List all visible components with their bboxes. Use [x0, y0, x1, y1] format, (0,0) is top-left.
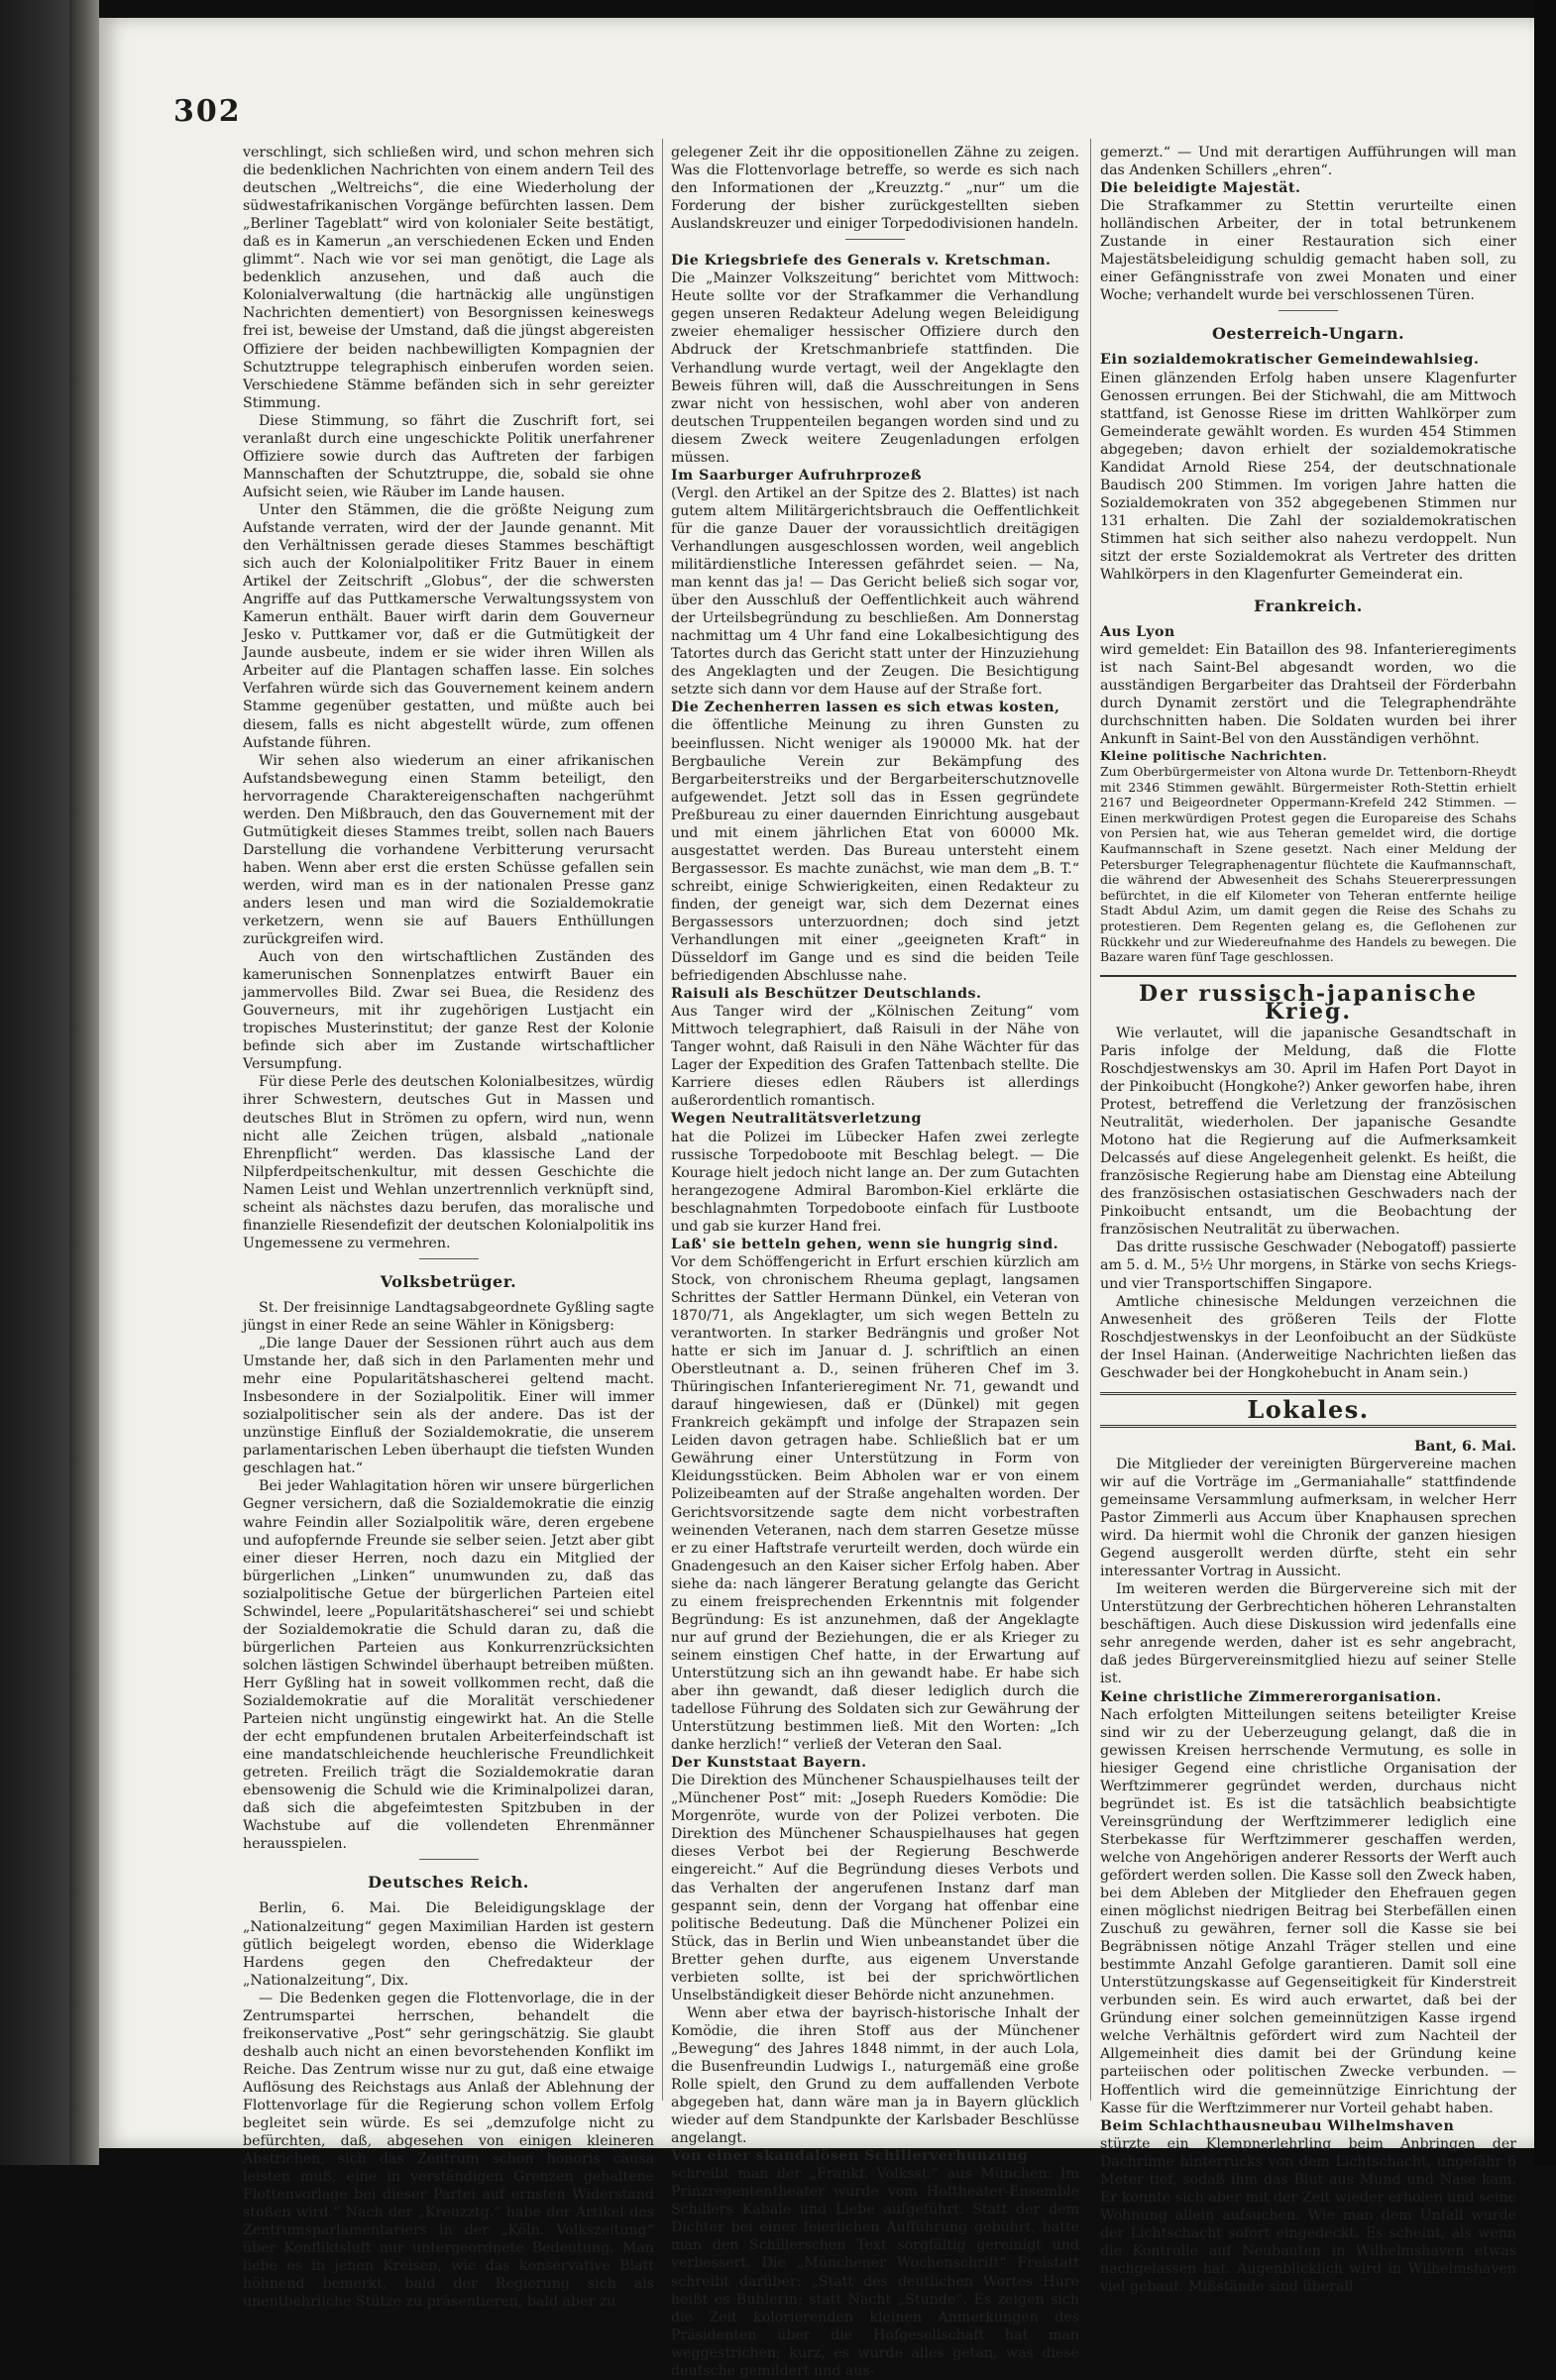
article-paragraph: Die Direktion des Münchener Schauspielhauses teilt der „Münchener Post“ mit: „Joseph Rueders Komödie: Die Morgenröte, wurde von der Polizei verboten. Die Direktion des Münchener Schauspielhauses hat gegen dieses Verbot bei der Regierung Beschwerde eingereicht.“ Auf die Begründung dieses Verbots und das Verhalten der angerufenen Instanz darf man gespannt sein, denn der Vorgang hat offenbar eine politische Bedeutung. Daß die Münchener Polizei ein Stück, das in Berlin und Wien unbeanstandet über die Bretter gehen durfte, aus eigenem Unverstande verbieten sollte, ist bei der sprichwörtlichen Unselbständigkeit dieser Behörde nicht anzunehmen.: [671, 1773, 1079, 2003]
article-paragraph: verschlingt, sich schließen wird, und schon mehren sich die bedenklichen Nachrichten von einem andern Teil des deutschen „Weltreichs“, die eine Wiederholung der südwestafrikanischen Vorgänge befürchten lassen. Dem „Berliner Tageblatt“ wird von kolonialer Seite bestätigt, daß es in Kamerun „an verschiedenen Ecken und Enden glimmt“. Nach wie vor sei man genötigt, die Lage als bedenklich anzusehen, und daß auch die Kolonialverwaltung (die hartnäckig alle ungünstigen Nachrichten dementiert) von Besorgnissen keineswegs frei ist, beweise der Umstand, daß die jüngst abgereisten Offiziere der beiden nachbewilligten Kompagnien der Schutztruppe telegraphisch einberufen worden seien. Verschiedene Stämme befänden sich in sehr gereizter Stimmung.: [243, 145, 654, 411]
article-heading: Raisuli als Beschützer Deutschlands.: [671, 986, 982, 1003]
column-rule: [662, 139, 663, 2101]
section-heading-volksbetrueger: Volksbetrüger.: [380, 1271, 517, 1291]
column-left: [243, 144, 654, 2311]
article-heading: Die beleidigte Majestät.: [1100, 180, 1301, 197]
article-paragraph: Das dritte russische Geschwader (Nebogatoff) passierte am 5. d. M., 5½ Uhr morgens, in Stärke von sechs Kriegs- und vier Transportschiffen Singapore.: [1100, 1240, 1516, 1292]
article-paragraph: Für diese Perle des deutschen Kolonialbesitzes, würdig ihrer Schwestern, deutsches Gut in Massen und deutsches Blut in Strömen zu opfern, wird nun, wenn nicht alle Zeichen trügen, alsbald „nationale Ehrenpflicht“ werden. Das klassische Land der Nilpferdpeitschenkultur, mit dessen Geschichte die Namen Leist und Wehlan unzertrennlich verknüpft sind, scheint als nächstes dazu berufen, das moralische und finanzielle Riesendefizit der deutschen Kolonialpolitik ins Ungemessene zu vermehren.: [243, 1074, 654, 1251]
article-heading: Ein sozialdemokratischer Gemeindewahlsieg.: [1100, 352, 1480, 369]
article-heading: Wegen Neutralitätsverletzung: [671, 1111, 922, 1128]
article-paragraph: Wenn aber etwa der bayrisch-historische Inhalt der Komödie, die ihren Stoff aus der Münchener „Bewegung“ des Jahres 1848 nimmt, in der auch Lola, die Busenfreundin Ludwigs I., naturgemäß eine große Rolle spielt, den Grund zu dem auffallenden Verbote abgegeben hat, dann wäre man ja in Bayern glücklich wieder auf dem Standpunkte der Karlsbader Beschlüsse angelangt.: [671, 2004, 1079, 2147]
section-divider: [419, 1859, 479, 1860]
section-heading-deutsches-reich: Deutsches Reich.: [368, 1873, 529, 1893]
article-paragraph: St. Der freisinnige Landtagsabgeordnete Gyßling sagte jüngst in einer Rede an seine Wähler in Königsberg:: [243, 1299, 654, 1334]
article-paragraph: (Vergl. den Artikel an der Spitze des 2. Blattes) ist nach gutem altem Militärgerichtsbrauch die Oeffentlichkeit für die ganze Dauer der voraussichtlich dreitägigen Verhandlungen ausgeschlossen worden, weil angeblich militärdienstliche Interessen gefährdet seien. — Na, man kennt das ja! — Das Gericht beließ sich sogar vor, über den Ausschluß der Oeffentlichkeit auch während der Urteilsbegründung zu beschließen. Am Donnerstag nachmittag um 4 Uhr fand eine Lokalbesichtigung des Tatortes durch das Gericht statt unter der Hinzuziehung des Angeklagten und der Zeugen. Die Besichtigung setzte sich dann vor dem Hause auf der Straße fort.: [671, 485, 1079, 699]
article-heading: Die Kriegsbriefe des Generals v. Kretschman.: [671, 253, 1052, 270]
article-paragraph: „Die lange Dauer der Sessionen rührt auch aus dem Umstande her, daß sich in den Parlamenten mehr und mehr eine Popularitätshascherei geltend macht. Insbesondere in der Sozialpolitik. Einer will immer sozialpolitischer sein als der andere. Das ist der unzünstige Einfluß der Sozialdemokratie, die unserem parlamentarischen Leben überhaupt die tiefsten Wunden geschlagen hat.“: [243, 1336, 654, 1477]
scan-border-right: [1534, 0, 1556, 2165]
column-right: [1100, 144, 1516, 2296]
page-number: 302: [173, 94, 242, 129]
section-heading-russisch-japanischer-krieg: Der russisch-japanische Krieg.: [1100, 975, 1516, 1021]
article-paragraph: Wir sehen also wiederum an einer afrikanischen Aufstandsbewegung einen Stamm beteiligt, den hervorragende Charaktereigenschaften nachgerühmt werden. Den Mißbrauch, den das Gouvernement mit der Gutmütigkeit dieses Stammes treibt, sollen nach Bauers Darstellung die vorhandene Verbitterung verursacht haben. Wenn aber erst die ersten Schüsse gefallen sein werden, wird man es in der nationalen Presse ganz anders lesen und man wird die Sozialdemokratie verketzern, wenn sie auf Bauers Enthüllungen zurückgreifen wird.: [243, 752, 654, 948]
article-paragraph: Die Strafkammer zu Stettin verurteilte einen holländischen Arbeiter, der in total betrunkenem Zustande in einer Restauration sich einer Majestätsbeleidigung schuldig gemacht haben soll, zu einer Gefängnisstrafe von zwei Monaten und einer Woche; verhandelt wurde bei verschlossenen Türen.: [1100, 198, 1516, 304]
section-heading-oesterreich: Oesterreich-Ungarn.: [1211, 324, 1405, 344]
article-paragraph: die öffentliche Meinung zu ihren Gunsten zu beeinflussen. Nicht weniger als 190000 Mk. hat der Bergbauliche Verein zur Bekämpfung des Bergarbeiterstreiks und der Bergarbeiterschutznovelle aufgewendet. Jetzt soll das in Essen gegründete Preßbureau zu einer dauernden Einrichtung ausgebaut und mit einem jährlichen Etat von 60000 Mk. ausgestattet werden. Das Bureau untersteht einem Bergassessor. Es machte zunächst, wie man dem „B. T.“ schreibt, einige Schwierigkeiten, einen Redakteur zu finden, der geneigt war, sich dem Dezernat eines Bergassessors unterzuordnen; doch sind jetzt Verhandlungen mit einer „geeigneten Kraft“ in Düsseldorf im Gange und es sind die beiden Teile befriedigenden Abschlusse nahe.: [671, 717, 1079, 985]
article-paragraph: Die „Mainzer Volkszeitung“ berichtet vom Mittwoch: Heute sollte vor der Strafkammer die Verhandlung gegen unseren Redakteur Adelung wegen Beleidigung zweier ehemaliger hessischer Offiziere durch den Abdruck der Kretschmanbriefe stattfinden. Die Verhandlung wurde vertagt, weil der Angeklagte den Beweis führen will, daß die Ausschreitungen in Sens zwar nicht von hessischen, wohl aber von anderen deutschen Truppenteilen begangen worden sind und zu diesem Zweck weitere Zeugenladungen erfolgen müssen.: [671, 270, 1079, 466]
section-heading-frankreich: Frankreich.: [1254, 596, 1363, 616]
article-paragraph: Bei jeder Wahlagitation hören wir unsere bürgerlichen Gegner versichern, daß die Sozialdemokratie die einzig wahre Feindin aller Sozialpolitik wäre, deren ergebene und aufopfernde Freunde sie selber seien. Jetzt aber gibt einer dieser Herren, noch dazu ein Mitglied der bürgerlichen „Linken“ unumwunden zu, daß das sozialpolitische Getue der bürgerlichen Parteien eitel Schwindel, leere „Popularitätshascherei“ sei und schiebt der Sozialdemokratie die Schuld daran zu, daß die bürgerlichen Parteien aus Konkurrenzrücksichten solchen lästigen Schwindel überhaupt betreiben müßten. Herr Gyßling hat in soweit vollkommen recht, daß die Sozialdemokratie auf die Moralität verschiedener Parteien nicht ungünstig eingewirkt hat. An die Stelle der echt empfundenen brutalen Arbeiterfeindschaft ist eine mandatschleichende heuchlerische Freundlichkeit getreten. Freilich trägt die Sozialdemokratie daran ebensowenig die Schuld wie die Kriminalpolizei daran, daß sich die abgefeimtesten Spitzbuben in der Wachstube auf die vollendeten Ehrenmänner herausspielen.: [243, 1478, 654, 1853]
section-divider: [845, 239, 905, 240]
article-heading: Aus Lyon: [1100, 624, 1175, 641]
section-divider: [419, 1258, 479, 1259]
article-paragraph: schreibt man der „Frankf. Volksst.“ aus München: Im Prinzregententheater wurde vom Hoftheater-Ensemble Schillers Kabale und Liebe aufgeführt. Statt der dem Dichter bei einer feierlichen Aufführung gebührt, hatte man den Schillerschen Text sorgfältig gereinigt und verbessert. Die „Münchener Wochenschrift“ Freistatt schreibt darüber: „Statt des deutlichen Wortes Hure heißt es Buhlerin; statt Nacht „Stunde“. Es zeigen sich die Zeit kolorierenden kleinen Anmerkungen des Präsidenten über die Hofgesellschaft hat man weggestrichen; kurz, es wurde alles getan, was diese deutsche gemildert und aus-: [671, 2166, 1079, 2379]
article-paragraph: Aus Tanger wird der „Kölnischen Zeitung“ vom Mittwoch telegraphiert, daß Raisuli in der Nähe von Tanger wohnt, daß Raisuli in den Nähe Wächter für das Lager der Expedition des Grafen Tattenbach stellte. Die Karriere dieses edlen Räubers ist allerdings außerordentlich romantisch.: [671, 1004, 1079, 1110]
article-heading: Kleine politische Nachrichten.: [1100, 748, 1328, 764]
article-paragraph: wird gemeldet: Ein Bataillon des 98. Infanterieregiments ist nach Saint-Bel abgesandt worden, wo die ausständigen Bergarbeiter das Drahtseil der Förderbahn durch Dynamit zerstört und die Telegraphendrähte durchschnitten haben. Die Soldaten wurden bei ihrer Ankunft in Saint-Bel von den Ausständigen verhöhnt.: [1100, 642, 1516, 748]
article-paragraph: Auch von den wirtschaftlichen Zuständen des kamerunischen Sonnenplatzes entwirft Bauer ein jammervolles Bild. Zwar sei Buea, die Residenz des Gouverneurs, mit ihr zugehörigen Lustjacht ein tropisches Musterinstitut; der ganze Rest der Kolonie befinde sich aber im Zustande wirtschaftlicher Versumpfung.: [243, 949, 654, 1073]
article-heading: Keine christliche Zimmererorganisation.: [1100, 1688, 1442, 1705]
article-paragraph: Nach erfolgten Mitteilungen seitens beteiligter Kreise sind wir zu der Ueberzeugung gelangt, daß die in gewissen Kreisen herrschende Vermutung, es solle in hiesiger Gegend eine christliche Organisation der Werftzimmerer gegründet werden, durchaus nicht begründet ist. Es ist die tatsächlich beabsichtigte Vereinsgründung der Werftzimmerer lediglich eine Sterbekasse für Werftzimmerer geschaffen werden, welche von Angehörigen anderer Ressorts der Werft auch gefördert werden sollen. Die Kasse soll den Zweck haben, bei dem Ableben der Mitglieder den Ehefrauen gegen einen möglichst niedrigen Beitrag bei Sterbefällen einen Zuschuß zu gewähren, ferner soll die Kasse sie bei Begräbnissen nötige Anzahl Träger stellen und eine bestimmte Anzahl Gefolge garantieren. Damit soll eine Unterstützungskasse auf Gegenseitigkeit für Kinderstreit verbunden sein. Es wird auch erwartet, daß bei der Gründung einer solchen gemeinnützigen Kasse irgend welche Verhältnis gefördert wird zum Nachteil der Allgemeinheit dies damit bei der Gründung keine parteiischen oder politischen Zwecke verbunden. — Hoffentlich wird die gemeinnützige Einrichtung der Kasse für die Werftzimmerer nur Vorteil gehabt haben.: [1100, 1706, 1516, 2116]
article-paragraph: gelegener Zeit ihr die oppositionellen Zähne zu zeigen. Was die Flottenvorlage betreffe, so werde es sich nach den Informationen der „Kreuzztg.“ „nur“ um die Forderung der bisher zurückgestellten sieben Auslandskreuzer und einiger Torpedodivisionen handeln.: [671, 145, 1079, 233]
article-heading: Im Saarburger Aufruhrprozeß: [671, 467, 922, 484]
article-heading: Beim Schlachthausneubau Wilhelmshaven: [1100, 2117, 1455, 2134]
article-paragraph: stürzte ein Klempnerlehrling beim Anbringen der Dachrinne hinterrücks von dem Lichtschacht, ungefähr 6 Meter tief, sodaß ihm das Blut aus Mund und Nase kam. Er konnte sich aber mit der Zeit wieder erholen und seine Wohnung allein aufsuchen. Wie man dem Unfall wurde der Lichtschacht sofort eingedeckt. Es scheint, als wenn die Kontrolle auf Neubauten in Wilhelmshaven etwas nachgelassen hat. Augenblicklich wird in Wilhelmshaven viel gebaut. Mißstände sind überall: [1100, 2135, 1516, 2296]
scan-border-left: [0, 0, 69, 2165]
article-paragraph: — Die Bedenken gegen die Flottenvorlage, die in der Zentrumspartei herrschen, behandelt die freikonservative „Post“ sehr geringschätzig. Sie glaubt deshalb auch nicht an einen bevorstehenden Konflikt im Reiche. Das Zentrum wisse nur zu gut, daß eine etwaige Auflösung des Reichstags aus Anlaß der Ablehnung der Flottenvorlage für die Regierung schon vollem Erfolg begleitet sein würde. Es sei „demzufolge nicht zu befürchten, daß, abgesehen von einigen kleineren Abstrichen, sich das Zentrum schon honoris causa leisten muß, eine in verständigen Grenzen gehaltene Flottenvorlage bei dieser Partei auf ernsten Widerstand stoßen wird.“ Nach der „Kreuzztg.“ habe der Artikel des Zentrumsparlamentariers in der „Köln. Volkszeitung“ über Konfliktsluft nur untergeordnete Bedeutung. Man liebe es in jenen Kreisen, wie das konservative Blatt höhnend bemerkt, bald der Regierung sich als unentbehrliche Stütze zu präsentieren, bald aber zu: [243, 1990, 654, 2311]
book-spine: [69, 0, 99, 2165]
article-paragraph: Wie verlautet, will die japanische Gesandtschaft in Paris infolge der Meldung, daß die Flotte Roschdjestwenskys am 30. April im Hafen Port Dayot in der Pinkoibucht (Hongkohe?) Anker geworfen habe, ihren Protest, betreffend die Verletzung der französischen Neutralität, wiederholen. Der japanische Gesandte Motono hat die Regierung auf die Aufmerksamkeit Delcassés auf diese Angelegenheit gelenkt. Es heißt, die französische Regierung habe am Dienstag eine Abteilung des französischen ostasiatischen Geschwaders nach der Pinkoibucht entsandt, um die Beobachtung der französischen Neutralität zu überwachen.: [1100, 1025, 1516, 1239]
article-paragraph: Diese Stimmung, so fährt die Zuschrift fort, sei veranlaßt durch eine ungeschickte Politik unerfahrener Offiziere sowie durch das Auftreten der farbigen Mannschaften der Schutztruppe, die, sobald sie ohne Aufsicht seien, wie Räuber im Lande hausen.: [243, 412, 654, 500]
article-paragraph: Vor dem Schöffengericht in Erfurt erschien kürzlich am Stock, von chronischem Rheuma geplagt, langsamen Schrittes der Sattler Hermann Dünkel, ein Veteran von 1870/71, als Angeklagter, um sich wegen Betteln zu verantworten. In starker Bedrängnis und großer Not hatte er sich im Januar d. J. schriftlich an einen Oberstleutnant a. D., seinen früheren Chef im 3. Thüringischen Infanterieregiment Nr. 71, gewandt und darauf hingewiesen, daß er (Dünkel) mit gegen Frankreich gekämpft und infolge der Strapazen sein Leiden davon getragen habe. Schließlich bat er um Gewährung einer Unterstützung in Form von Kleidungsstücken. Beim Abholen war er von einem Polizeibeamten auf der Straße angehalten worden. Der Gerichtsvorsitzende sagte dem nicht vorbestraften weinenden Veteranen, nach dem starren Gesetze müsse er zu einer Haftstrafe verurteilt werden, doch würde ein Gnadengesuch an den Kaiser sicher Erfolg haben. Aber siehe da: nach längerer Beratung gelangte das Gericht zu einem freisprechenden Erkenntnis mit folgender Begründung: Es ist anzunehmen, daß der Angeklagte nur auf grund der Beziehungen, die er als Krieger zu seinem einstigen Chef hatte, in der Erwartung auf Unterstützung sich an ihn gewandt habe. Er habe sich aber ihn gewandt, daß dieser lediglich durch die tadellose Führung des Soldaten sich zur Gewährung der Unterstützung bestimmen ließ. Mit den Worten: „Ich danke herzlich!“ verließ der Veteran den Saal.: [671, 1253, 1079, 1754]
article-heading: Laß' sie betteln gehen, wenn sie hungrig sind.: [671, 1236, 1059, 1252]
column-rule: [1090, 139, 1091, 2101]
article-heading: Die Zechenherren lassen es sich etwas kosten,: [671, 700, 1060, 716]
article-paragraph: Zum Oberbürgermeister von Altona wurde Dr. Tettenborn-Rheydt mit 2346 Stimmen gewählt. Bürgermeister Roth-Stettin erhielt 2167 und Beigeordneter Oppermann-Krefeld 242 Stimmen. — Einen merkwürdigen Protest gegen die Europareise des Schahs von Persien hat, wie aus Teheran gemeldet wird, die dortige Kaufmannschaft in Szene gesetzt. Nach einer Meldung der Petersburger Telegraphenagentur flüchtete die Kaufmannschaft, die während der Abwesenheit des Schahs Steuererpressungen befürchtet, in die elf Kilometer von Teheran entfernte heilige Stadt Abdul Azim, um damit gegen die Reise des Schahs zu protestieren. Dem Regenten gelang es, die Geflohenen zur Rückkehr und zur Wiedereufnahme des Handels zu bewegen. Die Bazare waren fünf Tage geschlossen.: [1100, 764, 1516, 965]
section-divider: [1278, 310, 1338, 311]
dateline: Bant, 6. Mai.: [1414, 1438, 1516, 1455]
article-heading: Der Kunststaat Bayern.: [671, 1755, 867, 1772]
article-paragraph: Unter den Stämmen, die die größte Neigung zum Aufstande verraten, wird der der Jaunde genannt. Mit den Verhältnissen gerade dieses Stammes beschäftigt sich auch der Kolonialpolitiker Fritz Bauer in einem Artikel der Zeitschrift „Globus“, der die schwersten Angriffe auf das Puttkamersche Verwaltungssystem von Kamerun enthält. Bauer wirft darin dem Gouverneur Jesko v. Puttkamer vor, daß er die Gutmütigkeit der Jaunde ausbeute, indem er sie wider ihren Willen als Arbeiter auf die Plantagen schaffen lasse. Ein solches Verfahren würde sich das Gouvernement keinem andern Stamme gegenüber gestatten, und müßte auch bei diesem, falls es nicht abgestellt würde, zum offenen Aufstande führen.: [243, 501, 654, 751]
article-heading: Von einer skandalösen Schillerverhunzung: [671, 2148, 1029, 2165]
article-paragraph: Einen glänzenden Erfolg haben unsere Klagenfurter Genossen errungen. Bei der Stichwahl, die am Mittwoch stattfand, ist Genosse Riese im dritten Wahlkörper zum Gemeinderate gewählt worden. Es wurden 454 Stimmen abgegeben; davon erhielt der sozialdemokratische Kandidat Arnold Riese 254, der deutschnationale Baudisch 200 Stimmen. Im vorigen Jahre hatten die Sozialdemokraten von 352 abgegebenen Stimmen nur 131 erhalten. Die Zahl der sozialdemokratischen Stimmen hat sich seither also nahezu verdoppelt. Nun sitzt der erste Sozialdemokrat als Vertreter des dritten Wahlkörpers in den Klagenfurter Gemeinderat ein.: [1100, 370, 1516, 584]
article-paragraph: Amtliche chinesische Meldungen verzeichnen die Anwesenheit des größeren Teils der Flotte Roschdjestwenskys in der Leonfoibucht an der Südküste der Insel Hainan. (Anderweitige Nachrichten ließen das Geschwader bei der Hongkohebucht in Anam sein.): [1100, 1293, 1516, 1381]
article-paragraph: hat die Polizei im Lübecker Hafen zwei zerlegte russische Torpedoboote mit Beschlag belegt. — Die Kourage hielt jedoch nicht lange an. Der zum Gutachten herangezogene Admiral Barombon-Kiel erklärte die beschlagnahmten Torpedoboote einfach für Lustboote und gab sie kurzer Hand frei.: [671, 1129, 1079, 1235]
article-paragraph: Die Mitglieder der vereinigten Bürgervereine machen wir auf die Vorträge im „Germaniahalle“ stattfindende gemeinsame Versammlung aufmerksam, in welcher Herr Pastor Zimmerli aus Accum über Knaphausen sprechen wird. Da hiermit wohl die Chronik der ganzen hiesigen Gegend ausgerollt werden dürfte, steht ein sehr interessanter Vortrag in Aussicht.: [1100, 1456, 1516, 1580]
section-heading-lokales: Lokales.: [1100, 1392, 1516, 1428]
article-paragraph: Berlin, 6. Mai. Die Beleidigungsklage der „Nationalzeitung“ gegen Maximilian Harden ist gestern gütlich beigelegt worden, ebenso die Widerklage Hardens gegen den Chefredakteur der „Nationalzeitung“, Dix.: [243, 1900, 654, 1989]
article-paragraph: Im weiteren werden die Bürgervereine sich mit der Unterstützung der Gerbrechtichen höheren Lehranstalten beschäftigen. Auch diese Diskussion wird jedenfalls eine sehr anregende werden, daher ist es sehr angebracht, daß jedes Bürgervereinsmitglied hiezu auf seiner Stelle ist.: [1100, 1581, 1516, 1687]
article-paragraph: gemerzt.“ — Und mit derartigen Aufführungen will man das Andenken Schillers „ehren“.: [1100, 145, 1516, 179]
column-middle: [671, 144, 1079, 2379]
